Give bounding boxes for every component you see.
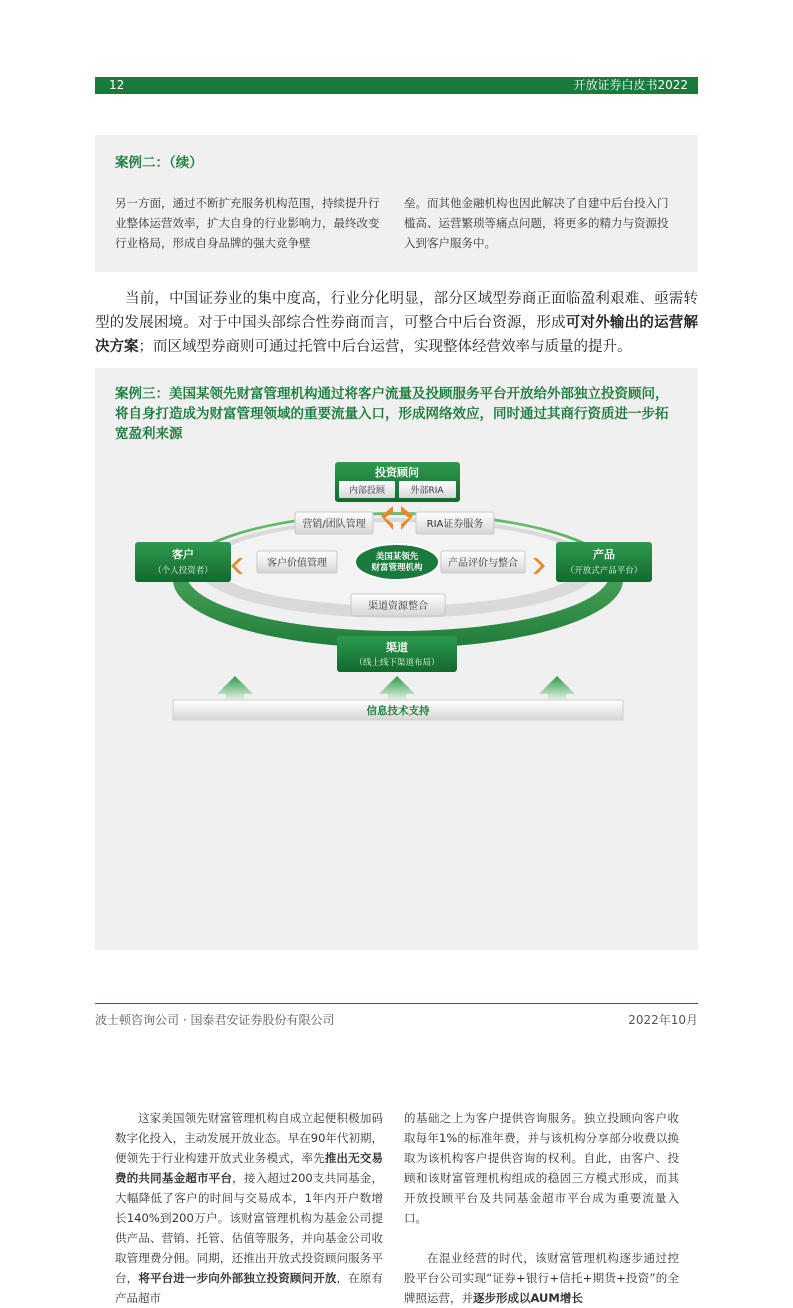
client-sub: （个人投资者） <box>153 566 213 576</box>
channel-integration-box <box>351 594 445 616</box>
page-number: 12 <box>109 78 125 92</box>
advisor-title: 投资顾问 <box>375 466 419 479</box>
footer-divider <box>95 1003 698 1004</box>
client-title: 客户 <box>172 548 194 561</box>
case3-col1-bold2: 将平台进一步向外部独立投资顾问开放 <box>138 1271 337 1285</box>
body-paragraph <box>95 288 698 359</box>
up-arrow-icon-2 <box>379 676 415 700</box>
product-title: 产品 <box>593 548 615 561</box>
marketing-label: 营销/团队管理 <box>302 519 366 530</box>
up-arrow-icon-1 <box>217 676 253 700</box>
case3-col1-bold1: 推出无交易费的共同基金超市平台 <box>115 1151 384 1185</box>
advisor-external: 外部RIA <box>410 486 444 496</box>
advisor-internal: 内部投顾 <box>348 486 386 496</box>
case3-col2 <box>404 1108 679 1308</box>
case2-col1: 另一方面，通过不断扩充服务机构范围，持续提升行业整体运营效率，扩大自身的行业影响力，最终改变行业格局，形成自身品牌的强大竞争壁 <box>115 196 380 250</box>
it-support-label: 信息技术支持 <box>366 705 430 717</box>
center-line1: 美国某领先 <box>375 552 419 562</box>
channel-integration-label: 渠道资源整合 <box>368 601 428 612</box>
ria-service-box <box>416 512 494 534</box>
case3-col2-para1: 的基础之上为客户提供咨询服务。独立投顾向客户收取每年1%的标准年费，并与该机构分享部分收费以换取为该机构客户提供咨询的权利。自此，由客户、投顾和该财富管理机构组成的稳固三方模式形成，而其开放投顾平台及共同基金超市平台成为重要流量入口。 <box>404 1111 679 1225</box>
case3-col1-text2: ，接入超过200支共同基金，大幅降低了客户的时间与交易成本，1年内开户数增长140%到200万户。该财富管理机构为基金公司提供产品、营销、托管、估值等服务，并向基金公司收取管理费分佣。同期，还推出开放式投资顾问服务平台， <box>115 1171 384 1285</box>
body-text-2: ；而区域型券商则可通过托管中后台运营，实现整体经营效率与质量的提升。 <box>138 339 632 355</box>
channel-title: 渠道 <box>386 641 408 654</box>
business-model-diagram <box>95 368 698 950</box>
up-arrows <box>217 676 575 700</box>
case2-title: 案例二：（续） <box>115 155 203 171</box>
header-title: 开放证券白皮书2022 <box>573 78 688 92</box>
header-bar <box>95 77 698 94</box>
case2-box <box>95 135 698 272</box>
product-sub: （开放式产品平台） <box>565 566 643 576</box>
client-value-box <box>257 551 337 573</box>
advisor-box <box>335 462 460 502</box>
channel-sub: （线上线下渠道布局） <box>354 658 440 668</box>
center-line2: 财富管理机构 <box>371 563 423 573</box>
marketing-box <box>295 512 373 534</box>
case3-col2-bold1: 逐步形成以AUM增长 <box>473 1291 583 1305</box>
ria-service-label: RIA证券服务 <box>426 519 484 530</box>
case3-col1-text3: ，在原有产品超市 <box>115 1271 384 1305</box>
case3-col1-text1: 这家美国领先财富管理机构自成立起便积极加码数字化投入，主动发展开放业态。早在90年代初期，便领先于行业构建开放式业务模式，率先 <box>115 1111 383 1165</box>
case2-col2: 垒。而其他金融机构也因此解决了自建中后台投入门槛高、运营繁琐等痛点问题，将更多的精力与资源投入到客户服务中。 <box>404 196 669 250</box>
body-bold-1: 可对外输出的运营解决方案 <box>95 314 698 355</box>
it-support-bar <box>173 700 623 720</box>
footer-left: 波士顿咨询公司 · 国泰君安证券股份有限公司 <box>95 1013 335 1027</box>
client-box <box>135 542 231 582</box>
product-eval-label: 产品评价与整合 <box>448 558 518 569</box>
up-arrow-icon-3 <box>539 676 575 700</box>
case3-col2-text2: 在混业经营的时代，该财富管理机构逐步通过控股平台公司实现“证券+银行+信托+期货+投资”的全牌照运营，并 <box>404 1251 679 1305</box>
product-eval-box <box>441 551 525 573</box>
case3-title: 案例三：美国某领先财富管理机构通过将客户流量及投顾服务平台开放给外部独立投资顾问，将自身打造成为财富管理领域的重要流量入口，形成网络效应，同时通过其商行资质进一步拓宽盈利来源 <box>115 386 669 442</box>
product-box <box>556 542 652 582</box>
channel-box <box>337 636 457 672</box>
center-ellipse <box>355 544 439 580</box>
client-value-label: 客户价值管理 <box>267 558 327 569</box>
footer-date: 2022年10月 <box>628 1013 698 1027</box>
body-text-1: 当前，中国证券业的集中度高，行业分化明显，部分区域型券商正面临盈利艰难、亟需转型的发展困境。对于中国头部综合性券商而言，可整合中后台资源，形成 <box>95 291 698 331</box>
case3-col1 <box>115 1108 383 1308</box>
